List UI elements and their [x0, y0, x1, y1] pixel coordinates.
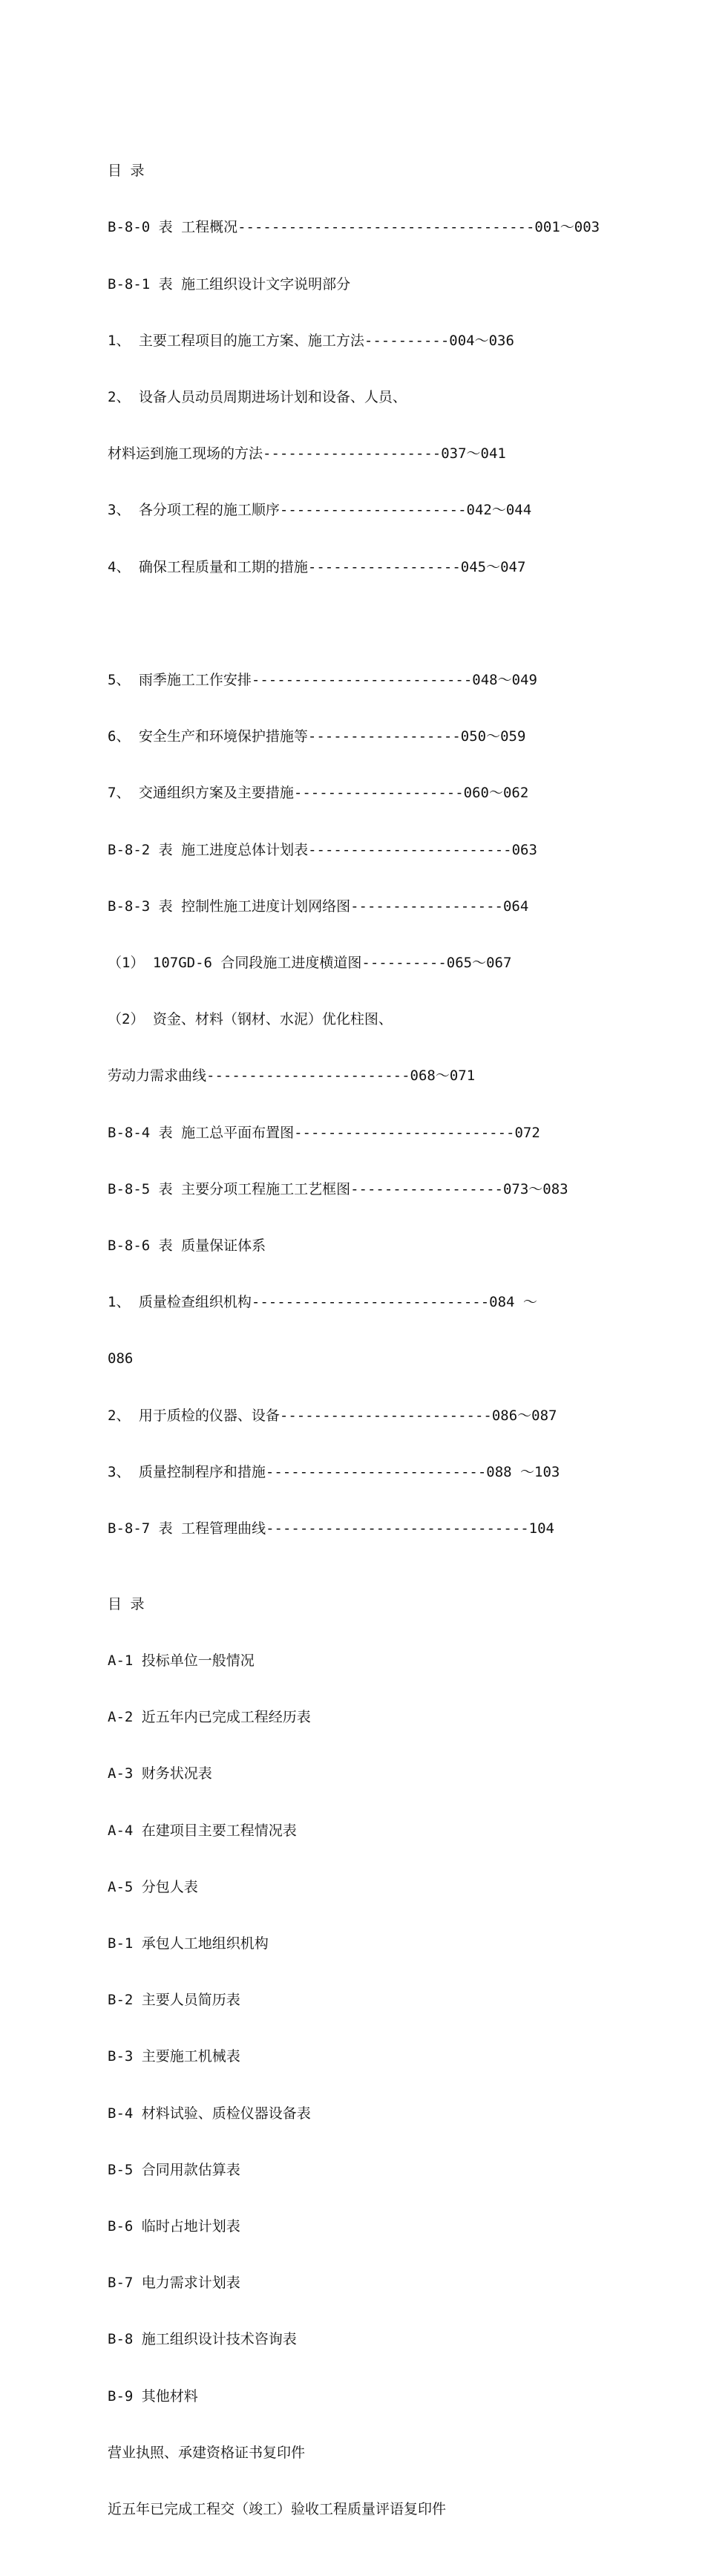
toc-entry: 5、 雨季施工工作安排--------------------------048～049	[108, 672, 537, 689]
toc-entry: B-5 合同用款估算表	[108, 2161, 240, 2178]
toc-entry: 086	[108, 1350, 134, 1367]
toc-entry: 6、 安全生产和环境保护措施等------------------050～059	[108, 728, 526, 745]
toc-entry: A-4 在建项目主要工程情况表	[108, 1822, 297, 1839]
toc-entry: B-8 施工组织设计技术咨询表	[108, 2331, 297, 2348]
toc-entry: B-4 材料试验、质检仪器设备表	[108, 2105, 311, 2122]
toc-entry: 7、 交通组织方案及主要措施--------------------060～062	[108, 785, 529, 802]
blank-line	[108, 615, 627, 633]
toc-entry: A-2 近五年内已完成工程经历表	[108, 1709, 311, 1726]
toc-entry: B-1 承包人工地组织机构	[108, 1935, 269, 1952]
toc-entry: B-8-0 表 工程概况-----------------------------------001～003	[108, 219, 600, 236]
toc-entry: 1、 质量检查组织机构----------------------------084 ～	[108, 1294, 537, 1311]
toc-entry: B-8-1 表 施工组织设计文字说明部分	[108, 275, 351, 292]
toc-entry: 3、 各分项工程的施工顺序----------------------042～044	[108, 502, 532, 519]
table-of-contents	[108, 105, 627, 2576]
toc-entry: B-9 其他材料	[108, 2387, 198, 2405]
toc-entry: A-1 投标单位一般情况	[108, 1652, 255, 1669]
toc-entry: 劳动力需求曲线------------------------068～071	[108, 1068, 476, 1085]
toc-entry: 3、 质量控制程序和措施--------------------------088 ～103	[108, 1463, 560, 1480]
toc-entry: 材料运到施工现场的方法---------------------037～041	[108, 445, 506, 462]
toc-entry: （2） 资金、材料（钢材、水泥）优化柱图、	[108, 1011, 393, 1028]
toc-entry: 1、 主要工程项目的施工方案、施工方法----------004～036	[108, 332, 514, 349]
toc-entry: 4、 确保工程质量和工期的措施------------------045～047	[108, 558, 526, 575]
toc-entry: 营业执照、承建资格证书复印件	[108, 2444, 306, 2461]
toc-title-2: 目 录	[108, 1595, 145, 1612]
toc-entry: B-6 临时占地计划表	[108, 2217, 240, 2235]
toc-entry: （1） 107GD-6 合同段施工进度横道图----------065～067	[108, 955, 512, 972]
toc-entry: 2、 设备人员动员周期进场计划和设备、人员、	[108, 389, 407, 406]
toc-title: 目 录	[108, 163, 145, 180]
toc-entry: B-8-5 表 主要分项工程施工工艺框图------------------073～083	[108, 1180, 568, 1197]
toc-entry: 2、 用于质检的仪器、设备-------------------------086～087	[108, 1407, 557, 1424]
toc-entry: B-8-4 表 施工总平面布置图--------------------------072	[108, 1124, 540, 1141]
toc-entry: B-3 主要施工机械表	[108, 2048, 240, 2065]
toc-entry: A-5 分包人表	[108, 1878, 198, 1895]
toc-entry: B-8-6 表 质量保证体系	[108, 1238, 266, 1255]
toc-entry: B-2 主要人员简历表	[108, 1992, 240, 2009]
toc-entry: A-3 财务状况表	[108, 1765, 212, 1782]
toc-entry: B-8-3 表 控制性施工进度计划网络图------------------064	[108, 898, 529, 915]
toc-entry: B-8-2 表 施工进度总体计划表------------------------063	[108, 841, 537, 858]
toc-entry: B-7 电力需求计划表	[108, 2275, 240, 2292]
toc-entry: B-8-7 表 工程管理曲线-------------------------------104	[108, 1520, 554, 1537]
toc-entry: 近五年已完成工程交（竣工）验收工程质量评语复印件	[108, 2500, 447, 2517]
